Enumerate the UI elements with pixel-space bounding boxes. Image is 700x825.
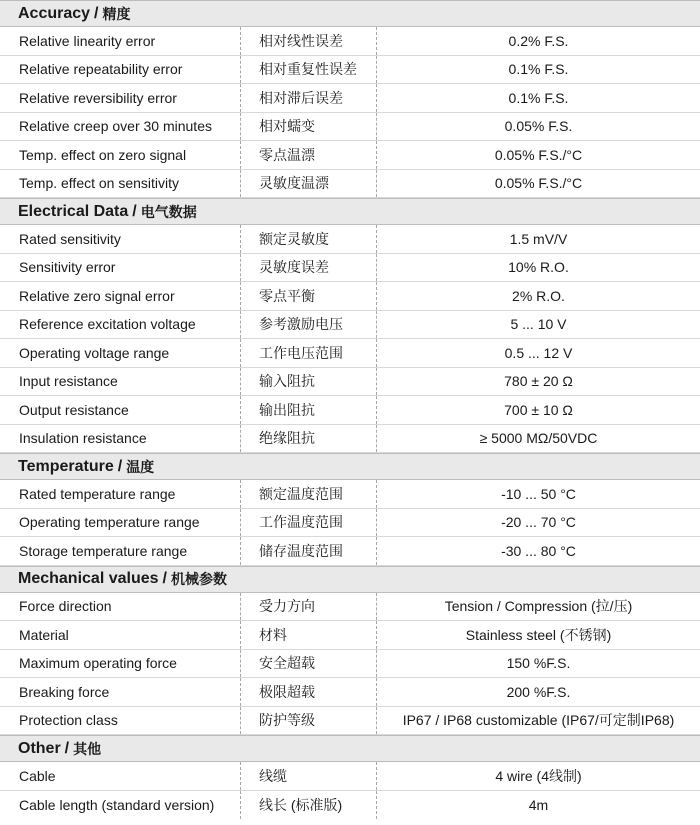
section-title-zh: 机械参数 — [170, 571, 227, 587]
row-label-zh: 受力方向 — [241, 593, 377, 621]
spec-section — [0, 566, 700, 736]
row-label-en: Relative reversibility error — [0, 84, 241, 112]
table-row — [0, 480, 700, 509]
row-value: 4 wire (4线制) — [495, 767, 582, 784]
section-header — [0, 0, 700, 27]
row-label-en: Operating voltage range — [0, 339, 241, 367]
row-value: 2% R.O. — [512, 287, 565, 304]
table-row — [0, 621, 700, 650]
row-value: 0.05% F.S./°C — [494, 146, 583, 163]
row-label-en: Sensitivity error — [0, 254, 241, 282]
row-value: Stainless steel (不锈钢) — [465, 626, 612, 643]
spec-section — [0, 453, 700, 566]
table-row — [0, 339, 700, 368]
row-label-zh: 材料 — [241, 621, 377, 649]
table-row — [0, 791, 700, 820]
row-label-zh: 储存温度范围 — [241, 537, 377, 565]
row-label-en: Relative creep over 30 minutes — [0, 113, 241, 141]
row-label-en: Force direction — [0, 593, 241, 621]
row-value: 0.2% F.S. — [508, 32, 569, 49]
table-row — [0, 509, 700, 538]
table-row — [0, 311, 700, 340]
row-label-en: Storage temperature range — [0, 537, 241, 565]
section-header — [0, 735, 700, 762]
table-row — [0, 593, 700, 622]
row-value: -10 ... 50 °C — [501, 485, 576, 502]
row-value: 0.05% F.S. — [504, 118, 573, 135]
row-label-en: Insulation resistance — [0, 425, 241, 453]
row-label-en: Material — [0, 621, 241, 649]
row-value: IP67 / IP68 customizable (IP67/可定制IP68) — [402, 712, 675, 729]
table-row — [0, 84, 700, 113]
table-row — [0, 368, 700, 397]
row-label-zh: 绝缘阻抗 — [241, 425, 377, 453]
table-row — [0, 170, 700, 199]
table-row — [0, 762, 700, 791]
section-title-en: Temperature — [18, 457, 114, 475]
table-row — [0, 650, 700, 679]
section-title-en: Electrical Data — [18, 202, 129, 220]
section-title-separator: / — [117, 457, 123, 475]
row-label-zh: 零点平衡 — [241, 282, 377, 310]
section-title-separator: / — [64, 739, 70, 757]
row-label-zh: 零点温漂 — [241, 141, 377, 169]
row-value: 700 ± 10 Ω — [504, 401, 573, 418]
section-title-zh: 其他 — [73, 740, 102, 757]
row-value: 0.1% F.S. — [508, 61, 569, 78]
spec-section — [0, 735, 700, 819]
row-label-en: Cable — [0, 762, 241, 790]
row-label-zh: 灵敏度温漂 — [241, 170, 377, 198]
table-row — [0, 113, 700, 142]
row-label-en: Rated temperature range — [0, 480, 241, 508]
row-label-zh: 线缆 — [241, 762, 377, 790]
row-label-zh: 参考激励电压 — [241, 311, 377, 339]
row-label-zh: 输入阻抗 — [241, 368, 377, 396]
section-header — [0, 453, 700, 480]
row-value: 200 %F.S. — [506, 683, 571, 700]
row-label-zh: 相对线性误差 — [241, 27, 377, 55]
row-value: -30 ... 80 °C — [501, 542, 576, 559]
row-value: -20 ... 70 °C — [501, 514, 576, 531]
row-label-zh: 防护等级 — [241, 707, 377, 735]
row-label-en: Relative repeatability error — [0, 56, 241, 84]
row-value: 10% R.O. — [508, 259, 569, 276]
row-value: 0.1% F.S. — [508, 89, 569, 106]
table-row — [0, 396, 700, 425]
row-label-zh: 灵敏度误差 — [241, 254, 377, 282]
section-title-zh: 电气数据 — [140, 203, 197, 220]
section-title-separator: / — [94, 4, 99, 22]
row-value: 780 ± 20 Ω — [504, 373, 573, 390]
table-row — [0, 254, 700, 283]
section-title-en: Accuracy — [18, 4, 91, 22]
section-header — [0, 198, 700, 225]
row-label-en: Input resistance — [0, 368, 241, 396]
spec-section — [0, 0, 700, 198]
row-label-en: Relative linearity error — [0, 27, 241, 55]
row-value: 150 %F.S. — [506, 655, 571, 672]
row-label-en: Rated sensitivity — [0, 225, 241, 253]
row-value: 4m — [528, 796, 549, 813]
row-label-en: Relative zero signal error — [0, 282, 241, 310]
section-title-separator: / — [132, 202, 137, 220]
row-value: Tension / Compression (拉/压) — [444, 598, 633, 615]
row-label-en: Cable length (standard version) — [0, 791, 241, 820]
table-row — [0, 678, 700, 707]
table-row — [0, 707, 700, 736]
row-value: 1.5 mV/V — [509, 230, 568, 247]
table-row — [0, 537, 700, 566]
section-title-en: Mechanical values — [18, 570, 159, 587]
row-label-en: Breaking force — [0, 678, 241, 706]
table-row — [0, 425, 700, 454]
row-label-zh: 额定灵敏度 — [241, 225, 377, 253]
section-header — [0, 566, 700, 593]
row-value: 5 ... 10 V — [510, 316, 567, 333]
row-label-zh: 输出阻抗 — [241, 396, 377, 424]
spec-section — [0, 198, 700, 453]
row-value: 0.05% F.S./°C — [494, 175, 583, 192]
table-row — [0, 56, 700, 85]
table-row — [0, 27, 700, 56]
row-label-en: Temp. effect on sensitivity — [0, 170, 241, 198]
row-label-en: Protection class — [0, 707, 241, 735]
row-label-zh: 工作温度范围 — [241, 509, 377, 537]
row-label-en: Maximum operating force — [0, 650, 241, 678]
row-value: ≥ 5000 MΩ/50VDC — [479, 430, 598, 447]
row-label-zh: 安全超载 — [241, 650, 377, 678]
section-title-zh: 温度 — [126, 458, 155, 475]
row-label-en: Temp. effect on zero signal — [0, 141, 241, 169]
row-label-zh: 相对蠕变 — [241, 113, 377, 141]
row-label-zh: 极限超载 — [241, 678, 377, 706]
section-title-separator: / — [162, 570, 167, 587]
table-row — [0, 141, 700, 170]
row-label-zh: 相对滞后误差 — [241, 84, 377, 112]
table-row — [0, 282, 700, 311]
row-label-en: Output resistance — [0, 396, 241, 424]
row-label-en: Reference excitation voltage — [0, 311, 241, 339]
section-title-en: Other — [18, 739, 61, 757]
row-value: 0.5 ... 12 V — [504, 344, 573, 361]
table-row — [0, 225, 700, 254]
section-title-zh: 精度 — [102, 5, 131, 22]
row-label-zh: 额定温度范围 — [241, 480, 377, 508]
row-label-zh: 工作电压范围 — [241, 339, 377, 367]
row-label-zh: 线长 (标准版) — [241, 791, 377, 820]
row-label-en: Operating temperature range — [0, 509, 241, 537]
row-label-zh: 相对重复性误差 — [241, 56, 377, 84]
